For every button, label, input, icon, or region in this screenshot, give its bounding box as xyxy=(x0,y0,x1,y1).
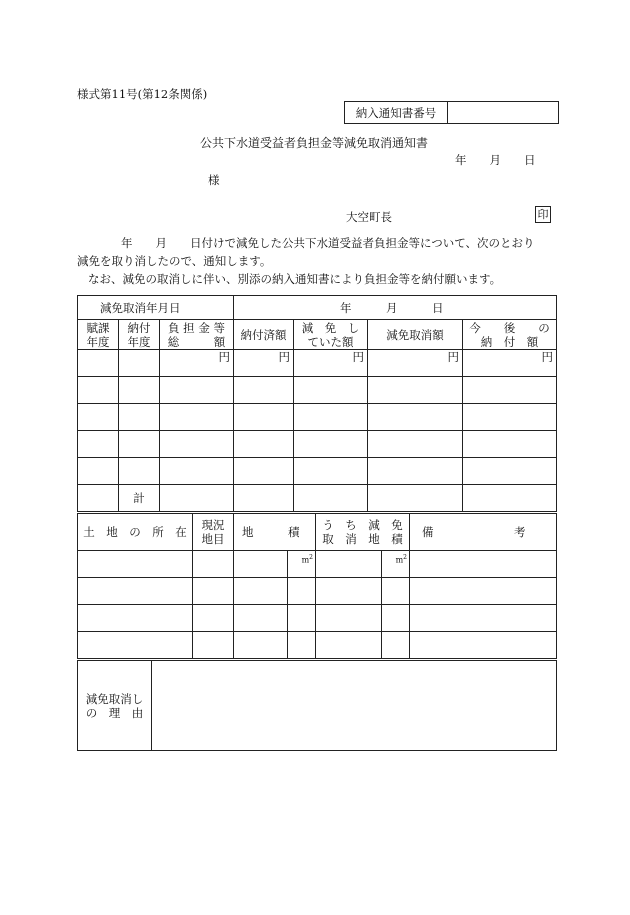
notice-number-label: 納入通知書番号 xyxy=(345,102,448,124)
header-assessment-year: 賦課 年度 xyxy=(78,320,119,350)
issue-date: 年 月 日 xyxy=(455,153,536,167)
notice-number-value[interactable] xyxy=(448,102,559,124)
document-title: 公共下水道受益者負担金等減免取消通知書 xyxy=(200,136,429,150)
body-line-2: 減免を取り消したので、通知します。 xyxy=(77,254,272,268)
table-row xyxy=(78,458,557,485)
land-table xyxy=(77,513,557,659)
header-paid-amount: 納付済額 xyxy=(234,320,294,350)
table-row xyxy=(78,605,557,632)
cancel-date-value: 年 月 日 xyxy=(234,296,557,320)
square-meter-unit: $m^2$ xyxy=(382,551,410,578)
table-row xyxy=(78,578,557,605)
table-row xyxy=(78,632,557,659)
header-land-area: 地 積 xyxy=(234,514,316,551)
reason-box xyxy=(77,660,557,751)
header-land-location: 土 地 の 所 在 xyxy=(78,514,193,551)
header-cancel-amount: 減免取消額 xyxy=(368,320,463,350)
total-row xyxy=(78,485,557,512)
header-payment-year: 納付 年度 xyxy=(119,320,160,350)
reason-label: 減免取消し の 理 由 xyxy=(78,661,152,751)
issuer-name: 大空町長 xyxy=(346,210,392,224)
table-row xyxy=(78,551,557,578)
addressee-suffix: 様 xyxy=(208,173,220,187)
header-exempted-amount: 減 免 し ていた額 xyxy=(294,320,368,350)
header-land-category: 現況 地目 xyxy=(193,514,234,551)
table-row xyxy=(78,431,557,458)
total-label: 計 xyxy=(119,485,160,512)
body-line-3: なお、減免の取消しに伴い、別添の納入通知書により負担金等を納付願います。 xyxy=(88,272,502,286)
header-future-payment: 今 後 の 納 付 額 xyxy=(463,320,557,350)
form-id: 様式第11号(第12条関係) xyxy=(77,87,208,101)
yen-unit[interactable]: 円 xyxy=(294,350,368,377)
header-total-charge: 負 担 金 等 総 額 xyxy=(160,320,234,350)
body-line-1: 年 月 日付けで減免した公共下水道受益者負担金等について、次のとおり xyxy=(121,236,535,250)
reason-field[interactable] xyxy=(152,661,557,751)
header-cancel-area: う ち 減 免 取 消 地 積 xyxy=(316,514,410,551)
seal-mark: 印 xyxy=(535,206,551,223)
notice-number-box xyxy=(344,101,559,124)
yen-unit[interactable]: 円 xyxy=(234,350,294,377)
yen-unit[interactable]: 円 xyxy=(368,350,463,377)
table-row xyxy=(78,377,557,404)
table-row xyxy=(78,404,557,431)
cancel-date-label: 減免取消年月日 xyxy=(78,296,234,320)
yen-unit[interactable]: 円 xyxy=(160,350,234,377)
amount-table xyxy=(77,295,557,512)
header-remarks: 備 考 xyxy=(410,514,557,551)
square-meter-unit: $m^2$ xyxy=(288,551,316,578)
table-row xyxy=(78,350,557,377)
yen-unit[interactable]: 円 xyxy=(463,350,557,377)
